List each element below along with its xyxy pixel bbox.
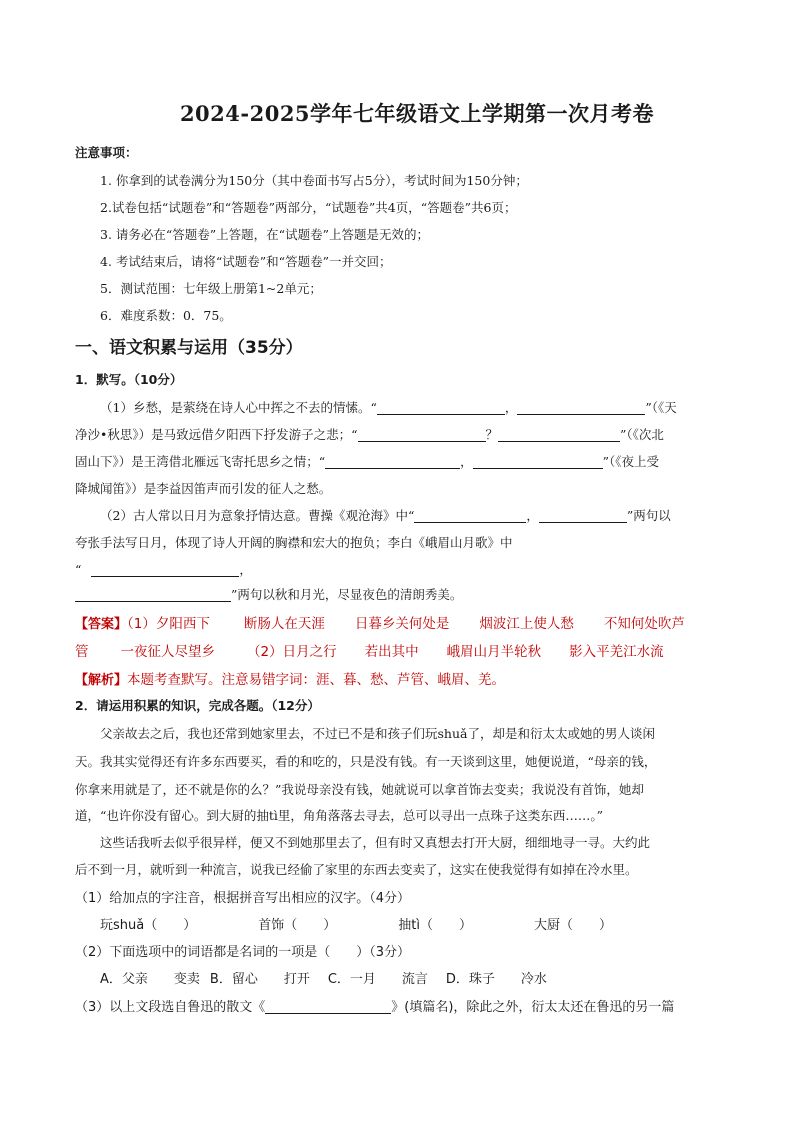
q1-text: 净沙•秋思》）是马致远借夕阳西下抒发游子之悲；“ — [75, 427, 358, 442]
passage-line: 父亲故去之后，我也还常到她家里去，不过已不是和孩子们玩shuǎ了，却是和衍太太或她的男人谈闲 — [100, 726, 655, 741]
q1-text: ”（《天 — [645, 400, 677, 415]
answer-blank[interactable] — [517, 400, 645, 415]
q1-text: ？ — [485, 427, 499, 442]
answer-blank[interactable] — [265, 999, 391, 1014]
q2-text: 》(填篇名)，除此之外，衍太太还在鲁迅的另一篇 — [391, 1000, 675, 1015]
q2-sub1: （1）给加点的字注音，根据拼音写出相应的汉字。（4分） — [75, 891, 411, 906]
option-c: C．一月 流言 — [327, 972, 428, 987]
q1-answer-line2 — [75, 640, 735, 660]
answer-item: 影入平羌江水流 — [569, 644, 664, 660]
question-2-heading: 2．请运用积累的知识，完成各题。（12分） — [75, 698, 320, 713]
passage-line: 后不到一月，就听到一种流言，说我已经偷了家里的东西去变卖了，这实在使我觉得有如掉在冷水里。 — [75, 862, 638, 877]
q1-text: 固山下》）是王湾借北雁远飞寄托思乡之情；“ — [75, 454, 326, 469]
q1-p1-line2 — [75, 425, 735, 443]
passage-line: 这些话我听去似乎很异样，便又不到她那里去了，但有时又真想去打开大厨，细细地寻一寻。大约此 — [100, 835, 651, 850]
answer-item: 若出其中 — [364, 644, 419, 660]
q1-text: （2）古人常以日月为意象抒情达意。曹操《观沧海》中“ — [100, 508, 415, 523]
option-d: D．珠子 冷水 — [445, 972, 547, 987]
q1-text: （1）乡愁，是萦绕在诗人心中挥之不去的情愫。“ — [100, 400, 377, 415]
notice-heading: 注意事项： — [75, 145, 138, 160]
passage-line: 天。我其实觉得还有许多东西要买，看的和吃的，只是没有钱。有一天谈到这里，她便说道，“母亲的钱， — [75, 754, 657, 769]
q2-text: （3）以上文段选自鲁迅的散文《 — [75, 1000, 266, 1015]
option-a: A．父亲 变卖 — [100, 972, 200, 987]
notice-item-1: 1. 你拿到的试卷满分为150分（其中卷面书写占5分），考试时间为150分钟； — [100, 173, 528, 188]
q1-p2-line4 — [75, 585, 735, 603]
analysis-text: 本题考查默写。注意易错字词：涯、暮、愁、芦管、峨眉、羌。 — [127, 672, 506, 688]
q1-p2-line2: 夸张手法写日月，体现了诗人开阔的胸襟和宏大的抱负；李白《峨眉山月歌》中 — [75, 535, 513, 550]
notice-item-2: 2.试卷包括“试题卷”和“答题卷”两部分，“试题卷”共4页，“答题卷”共6页； — [100, 200, 517, 215]
notice-item-5: 5．测试范围：七年级上册第1~2单元； — [100, 281, 322, 296]
answer-item: （1）夕阳西下 — [127, 616, 210, 632]
answer-item: 日暮乡关何处是 — [354, 616, 450, 632]
pinyin-item: 玩shuǎ（ ） — [100, 918, 197, 933]
pinyin-item: 大厨（ ） — [533, 918, 612, 933]
q1-p1-line3 — [75, 452, 735, 470]
notice-item-4: 4. 考试结束后，请将“试题卷”和“答题卷”一并交回； — [100, 254, 392, 269]
q1-text: ， — [526, 508, 539, 523]
answer-blank[interactable] — [91, 562, 239, 577]
passage-line: 你拿来用就是了，还不就是你的么？”我说母亲没有钱，她就说可以拿首饰去变卖；我说没有首饰，她却 — [75, 782, 644, 797]
answer-blank[interactable] — [498, 427, 620, 442]
answer-item: 不知何处吹芦 — [603, 616, 685, 632]
answer-blank[interactable] — [473, 454, 603, 469]
answer-item: （2）日月之行 — [247, 644, 337, 660]
answer-item: 一夜征人尽望乡 — [120, 644, 215, 660]
answer-blank[interactable] — [377, 400, 505, 415]
section-heading: 一、语文积累与运用（35分） — [75, 338, 303, 358]
q1-p2-line3 — [75, 560, 735, 578]
answer-blank[interactable] — [539, 508, 627, 523]
answer-tag: 【答案】 — [75, 617, 128, 632]
q1-text: ， — [239, 562, 252, 577]
q1-p2-line1 — [100, 506, 760, 524]
q1-analysis-line — [75, 668, 735, 688]
answer-item: 管 — [75, 644, 89, 660]
q1-text: ”两句以 — [626, 508, 671, 523]
notice-item-3: 3. 请务必在“答题卷”上答题，在“试题卷”上答题是无效的； — [100, 227, 429, 242]
question-1-heading: 1．默写。（10分） — [75, 372, 183, 387]
answer-item: 烟波江上使人愁 — [479, 616, 574, 632]
q2-sub1-items — [100, 914, 760, 933]
answer-blank[interactable] — [414, 508, 526, 523]
q1-p1-line1 — [100, 398, 760, 416]
answer-blank[interactable] — [75, 587, 231, 602]
q1-text: ”（《夜上受 — [602, 454, 660, 469]
q1-p1-line4: 降城闻笛》）是李益因笛声而引发的征人之愁。 — [75, 481, 332, 496]
answer-blank[interactable] — [325, 454, 460, 469]
q2-sub3 — [75, 996, 735, 1015]
q2-sub2: （2）下面选项中的词语都是名词的一项是（ ）（3分） — [75, 945, 411, 960]
q1-text: ， — [504, 400, 518, 415]
passage-line: 道，“也许你没有留心。到大厨的抽tì里，角角落落去寻去，总可以寻出一点珠子这类东西……。” — [75, 808, 604, 823]
q1-text: ”（《次北 — [620, 427, 664, 442]
q2-sub2-options — [100, 968, 760, 987]
answer-blank[interactable] — [358, 427, 486, 442]
q1-text: ， — [460, 454, 473, 469]
q1-answer-line1 — [75, 612, 735, 632]
page-title: 2024-2025学年七年级语文上学期第一次月考卷 — [179, 101, 655, 126]
pinyin-item: 抽tì（ ） — [398, 918, 472, 933]
pinyin-item: 首饰（ ） — [258, 918, 337, 933]
notice-item-6: 6．难度系数：0．75。 — [100, 308, 232, 323]
q1-text: ”两句以秋和月光，尽显夜色的清朗秀美。 — [231, 587, 463, 602]
q1-text: “ — [75, 562, 82, 577]
analysis-tag: 【解析】 — [75, 673, 128, 688]
answer-item: 峨眉山月半轮秋 — [446, 644, 542, 660]
option-b: B．留心 打开 — [209, 972, 310, 987]
answer-item: 断肠人在天涯 — [243, 616, 325, 632]
